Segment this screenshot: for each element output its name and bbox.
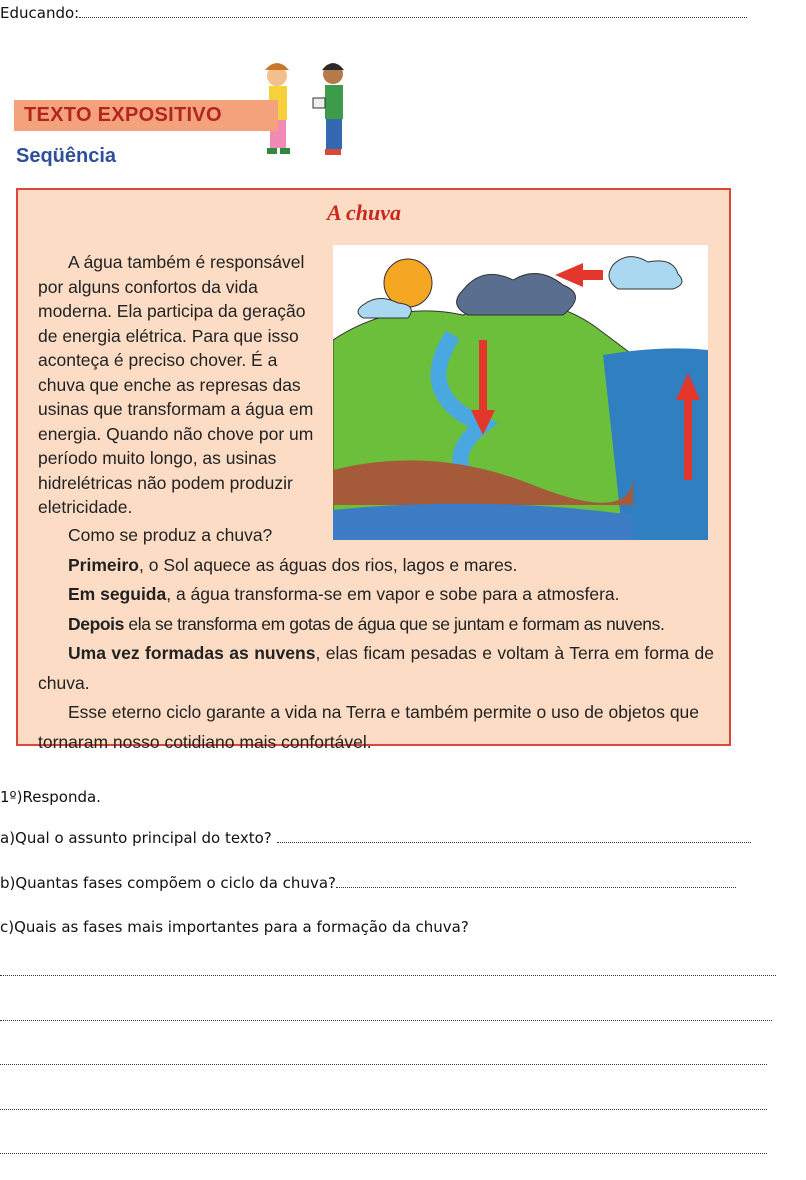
step-1: Primeiro, o Sol aquece as águas dos rios, lagos e mares. — [68, 554, 518, 575]
answer-line[interactable] — [0, 961, 776, 976]
genre-banner — [14, 100, 278, 131]
step-2: Em seguida, a água transforma-se em vapor e sobe para a atmosfera. — [68, 584, 620, 604]
question-text: Como se produz a chuva? — [68, 525, 273, 545]
student-name-field[interactable] — [0, 4, 747, 22]
step-4: Uma vez formadas as nuvens, elas ficam pesadas e voltam à Terra em forma de chuva. — [38, 643, 714, 693]
intro-text: A água também é responsável por alguns confortos da vida moderna. Ela participa da geração de energia elétrica. Para que isso aconteça é preciso chover. É a chuva que enche as represas das usinas que transformam a água em energia. Quando não chove por um período muito longo, as usinas hidrelétricas não podem produzir eletricidade. — [38, 252, 314, 517]
closing-paragraph: Esse eterno ciclo garante a vida na Terra e também permite o uso de objetos que tornaram nosso cotidiano mais confortável. — [38, 702, 700, 752]
water-cycle-illustration — [333, 245, 708, 540]
student-label: Educando: — [0, 4, 80, 22]
intro-paragraph — [38, 250, 323, 520]
answer-line[interactable] — [79, 17, 747, 18]
answer-line[interactable] — [0, 1050, 767, 1065]
steps-section — [38, 521, 714, 757]
answer-line[interactable] — [0, 1095, 767, 1110]
question-c: c)Quais as fases mais importantes para a formação da chuva? — [0, 918, 469, 936]
step-3: Depois ela se transforma em gotas de água que se juntam e formam as nuvens. — [68, 613, 665, 634]
genre-label: TEXTO EXPOSITIVO — [24, 104, 222, 126]
question-b: b)Quantas fases compõem o ciclo da chuva? — [0, 874, 736, 892]
exercise-heading: 1º)Responda. — [0, 788, 101, 806]
answer-line[interactable] — [0, 1139, 767, 1154]
answer-line[interactable] — [0, 1006, 772, 1021]
answer-line[interactable] — [277, 842, 751, 843]
question-a: a)Qual o assunto principal do texto? — [0, 829, 751, 847]
text-title: A chuva — [327, 200, 401, 225]
section-heading: Seqüência — [16, 145, 117, 167]
answer-line[interactable] — [336, 887, 736, 888]
